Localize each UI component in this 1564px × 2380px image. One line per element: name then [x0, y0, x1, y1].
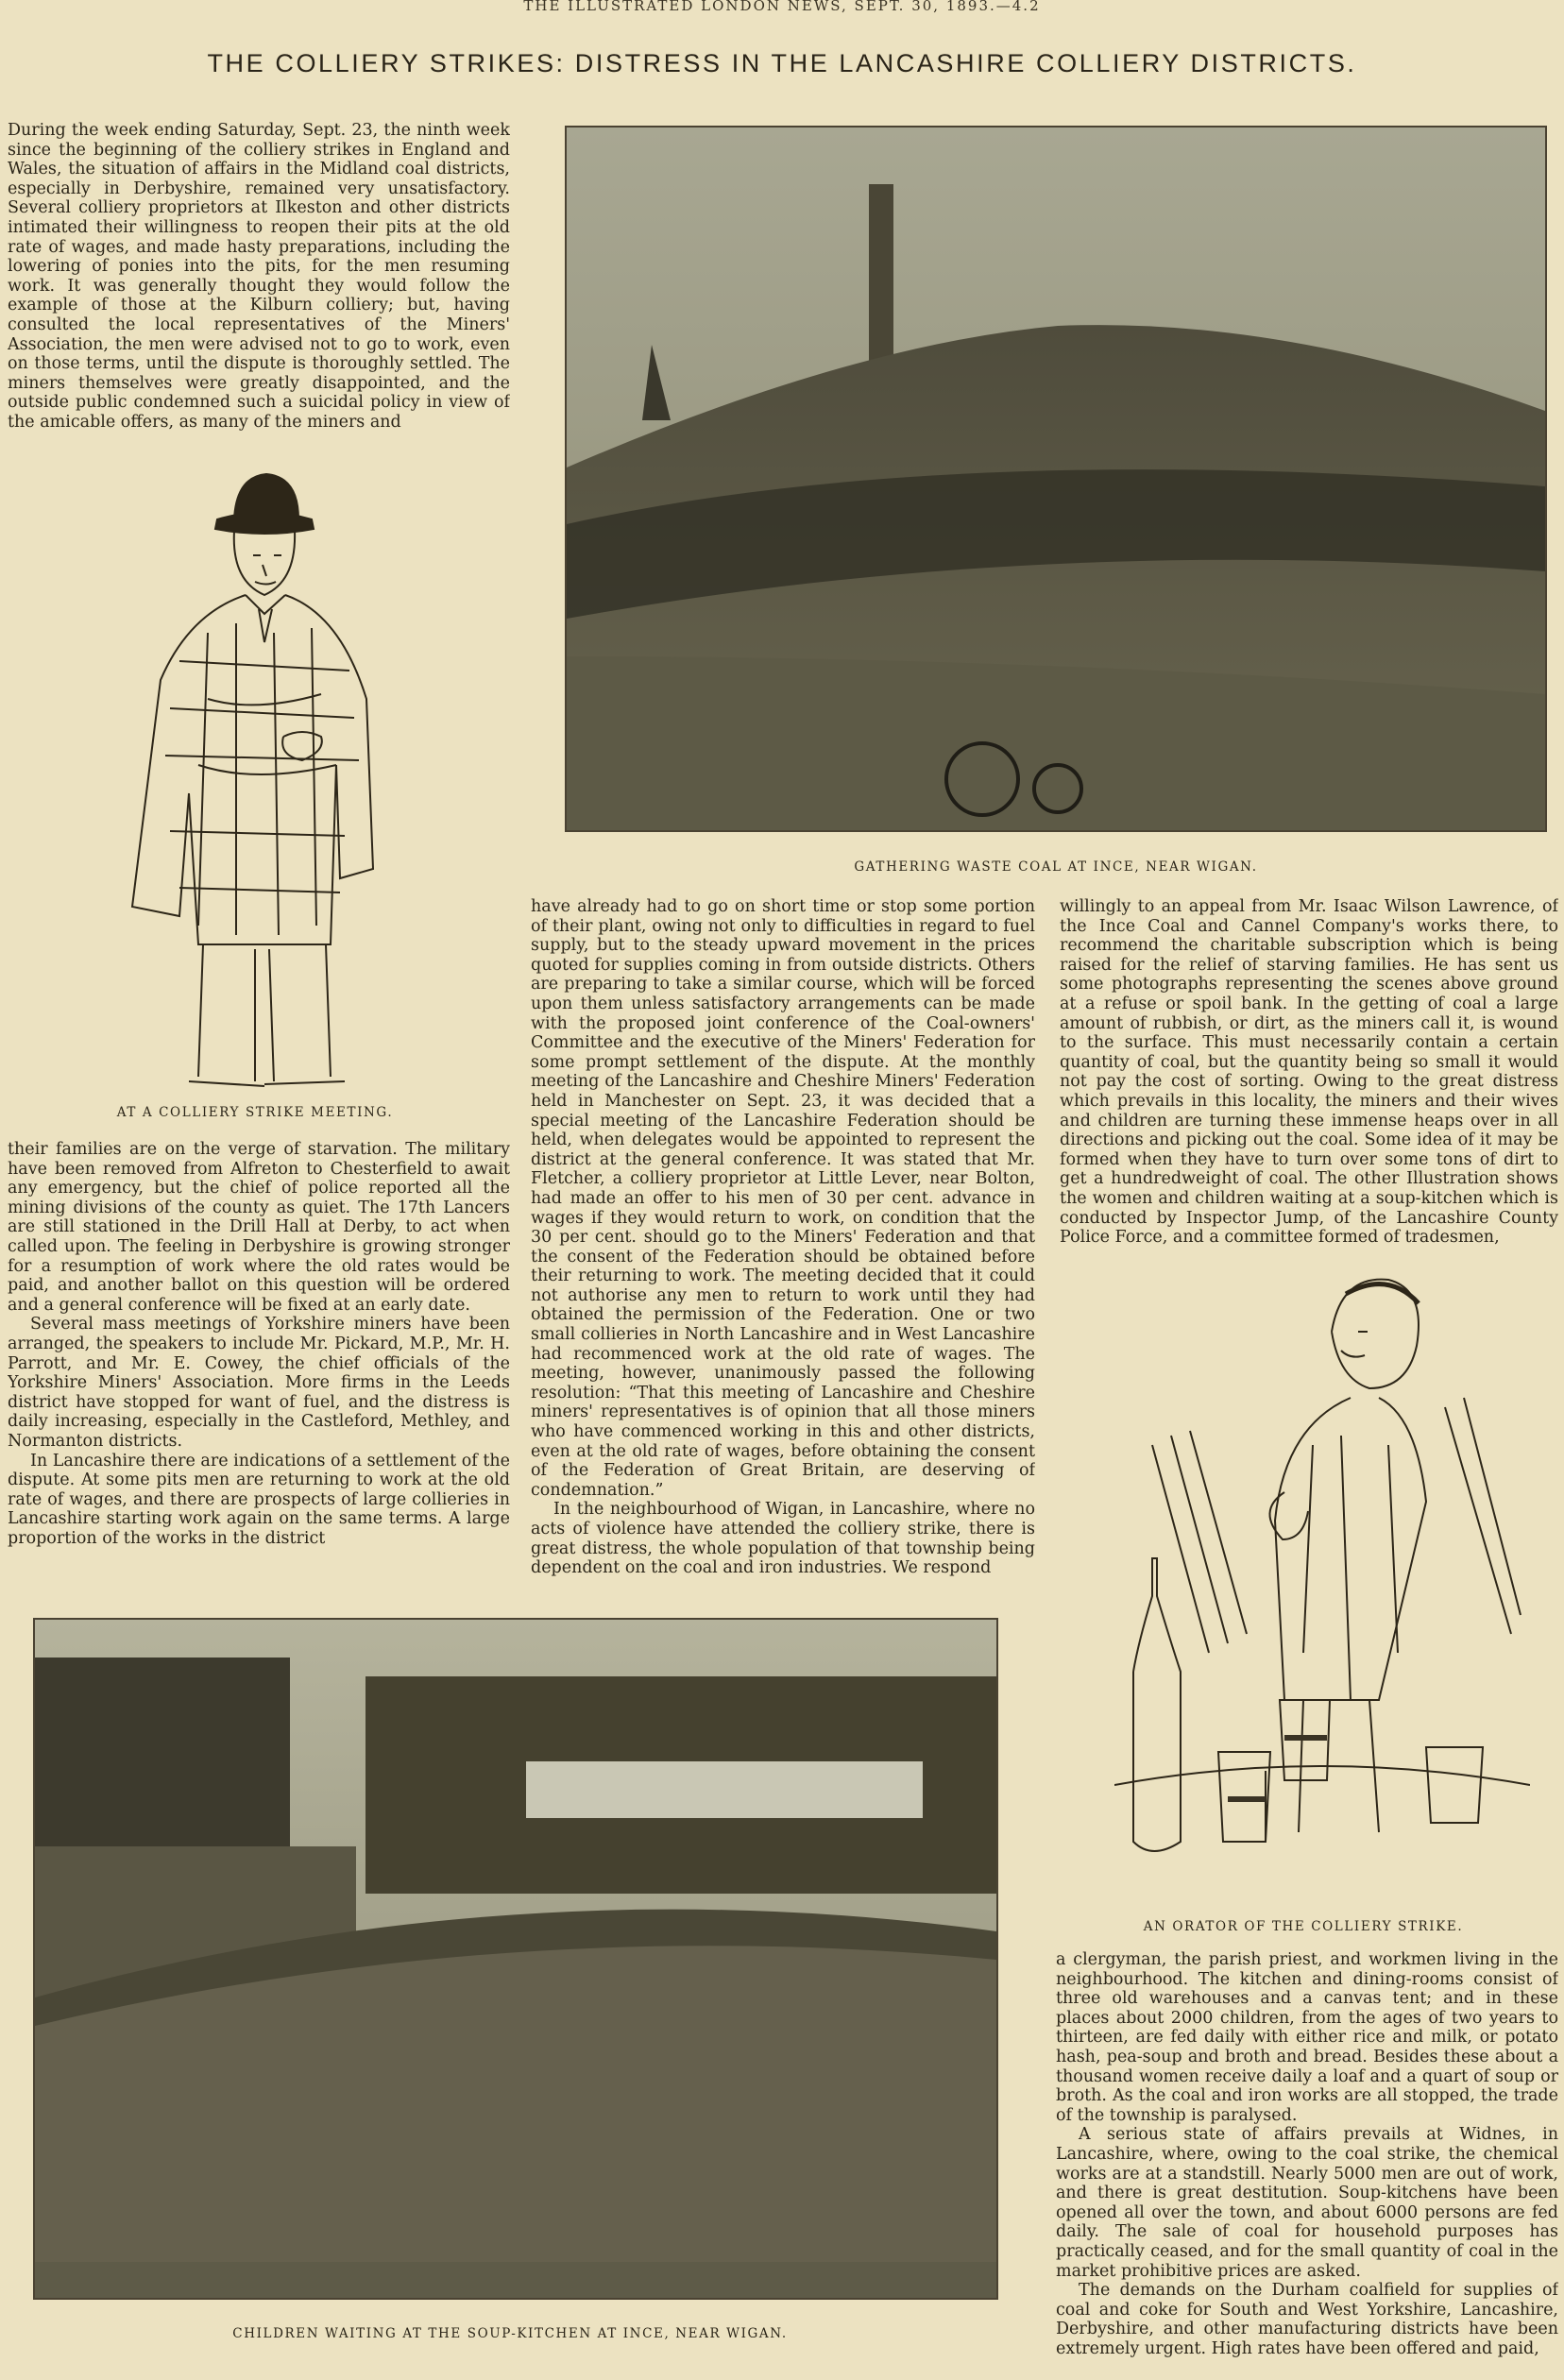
caption-soup-kitchen: CHILDREN WAITING AT THE SOUP-KITCHEN AT INCE, NEAR WIGAN.	[232, 2326, 788, 2341]
paragraph: Several mass meetings of Yorkshire miners have been arranged, the speakers to include Mr. Pickard, M.P., Mr. H. Parrott, and Mr. E. Cowey, the chief officials of the Yorkshire Miners' Association. More firms in the Leeds district have stopped for want of fuel, and the distress is daily increasing, especially in the Castleford, Methley, and Normanton districts.	[8, 1315, 510, 1451]
caption-gathering-waste-coal: GATHERING WASTE COAL AT INCE, NEAR WIGAN.	[854, 859, 1258, 875]
column-1-bottom-text	[8, 1140, 510, 1565]
column-3-top-text	[1060, 897, 1558, 1256]
paragraph: their families are on the verge of starvation. The military have been removed from Alfreton to Chesterfield to await any emergency, but the chief of police reported all the mining divisions of the county as quiet. The 17th Lancers are still stationed in the Drill Hall at Derby, to act when called upon. The feeling in Derbyshire is growing stronger for a resumption of work where the old rates would be paid, and another ballot on this question will be ordered and a general conference will be fixed at an early date.	[8, 1140, 510, 1315]
paragraph: In the neighbourhood of Wigan, in Lancashire, where no acts of violence have attended the colliery strike, there is great distress, the whole population of that township being dependent on the coal and iron industries. We respond	[531, 1500, 1035, 1577]
paragraph: willingly to an appeal from Mr. Isaac Wilson Lawrence, of the Ince Coal and Cannel Company's works there, to recommend the charitable subscription which is being raised for the relief of starving families. He has sent us some photographs representing the scenes above ground at a refuse or spoil bank. In the getting of coal a large amount of rubbish, or dirt, as the miners call it, is wound to the surface. This must necessarily contain a certain quantity of coal, but the quantity being so small it would not pay the cost of sorting. Owing to the great distress which prevails in this locality, the miners and their wives and children are turning these immense heaps over in all directions and picking out the coal. Some idea of it may be formed when they have to turn over some tons of dirt to get a hundredweight of coal. The other Illustration shows the women and children waiting at a soup-kitchen which is conducted by Inspector Jump, of the Lancashire County Police Force, and a committee formed of tradesmen,	[1060, 897, 1558, 1248]
paragraph: The demands on the Durham coalfield for supplies of coal and coke for South and West Yorkshire, Lancashire, Derbyshire, and other manufacturing districts have been extremely urgent. High rates have been offered and paid,	[1056, 2281, 1558, 2358]
paragraph: have already had to go on short time or stop some portion of their plant, owing not only to difficulties in regard to fuel supply, but to the steady upward movement in the prices quoted for supplies coming in from outside districts. Others are preparing to take a similar course, which will be forced upon them unless satisfactory arrangements can be made with the proposed joint conference of the Coal-owners' Committee and the executive of the Miners' Federation for some prompt settlement of the dispute. At the monthly meeting of the Lancashire and Cheshire Miners' Federation held in Manchester on Sept. 23, it was decided that a special meeting of the Lancashire Federation should be held, when delegates would be appointed to represent the district at the general conference. It was stated that Mr. Fletcher, a colliery proprietor at Little Lever, near Bolton, had made an offer to his men of 30 per cent. advance in wages if they would return to work, on condition that the 30 per cent. should go to the Miners' Federation and that the consent of the Federation should be obtained before their returning to work. The meeting decided that it could not authorise any men to return to work until they had obtained the permission of the Federation. One or two small collieries in North Lancashire and in West Lancashire had recommenced work at the old rate of wages. The meeting, however, unanimously passed the following resolution: “That this meeting of Lancashire and Cheshire miners' representatives is of opinion that all those miners who have commenced working in this and other districts, even at the old rate of wages, before obtaining the consent of the Federation of Great Britain, are deserving of condemnation.”	[531, 897, 1035, 1500]
column-3-bottom-text	[1056, 1950, 1558, 2375]
column-1-top-text	[8, 121, 510, 436]
colliery-strike-meeting-illustration	[113, 453, 416, 1096]
caption-orator: AN ORATOR OF THE COLLIERY STRIKE.	[1143, 1919, 1464, 1934]
running-head: THE ILLUSTRATED LONDON NEWS, SEPT. 30, 1893.—4.2	[523, 0, 1041, 13]
column-2-text	[531, 897, 1035, 1577]
paragraph: In Lancashire there are indications of a settlement of the dispute. At some pits men are returning to work at the old rate of wages, and there are prospects of large collieries in Lancashire starting work again on the same terms. A large proportion of the works in the district	[8, 1451, 510, 1548]
orator-illustration	[1114, 1256, 1530, 1917]
photo-gathering-waste-coal	[565, 126, 1547, 832]
paragraph: A serious state of affairs prevails at Widnes, in Lancashire, where, owing to the coal strike, the chemical works are at a standstill. Nearly 5000 men are out of work, and there is great destitution. Soup-kitchens have been opened all over the town, and about 6000 persons are fed daily. The sale of coal for household purposes has practically ceased, and for the small quantity of coal in the market prohibitive prices are asked.	[1056, 2125, 1558, 2281]
paragraph: During the week ending Saturday, Sept. 23, the ninth week since the beginning of the colliery strikes in England and Wales, the situation of affairs in the Midland coal districts, especially in Derbyshire, remained very unsatisfactory. Several colliery proprietors at Ilkeston and other districts intimated their willingness to reopen their pits at the old rate of wages, and made hasty preparations, including the lowering of ponies into the pits, for the men resuming work. It was generally thought they would follow the example of those at the Kilburn colliery; but, having consulted the local representatives of the Miners' Association, the men were advised not to go to work, even on those terms, until the dispute is thoroughly settled. The miners themselves were greatly disappointed, and the outside public condemned such a suicidal policy in view of the amicable offers, as many of the miners and	[8, 121, 510, 432]
photo-soup-kitchen-children	[33, 1618, 998, 2300]
headline: THE COLLIERY STRIKES: DISTRESS IN THE LANCASHIRE COLLIERY DISTRICTS.	[207, 49, 1357, 77]
caption-colliery-strike-meeting: AT A COLLIERY STRIKE MEETING.	[116, 1105, 394, 1120]
paragraph: a clergyman, the parish priest, and workmen living in the neighbourhood. The kitchen and dining-rooms consist of three old warehouses and a canvas tent; and in these places about 2000 children, from the ages of two years to thirteen, are fed daily with either rice and milk, or potato hash, pea-soup and broth and bread. Besides these about a thousand women receive daily a loaf and a quart of soup or broth. As the coal and iron works are all stopped, the trade of the township is paralysed.	[1056, 1950, 1558, 2125]
